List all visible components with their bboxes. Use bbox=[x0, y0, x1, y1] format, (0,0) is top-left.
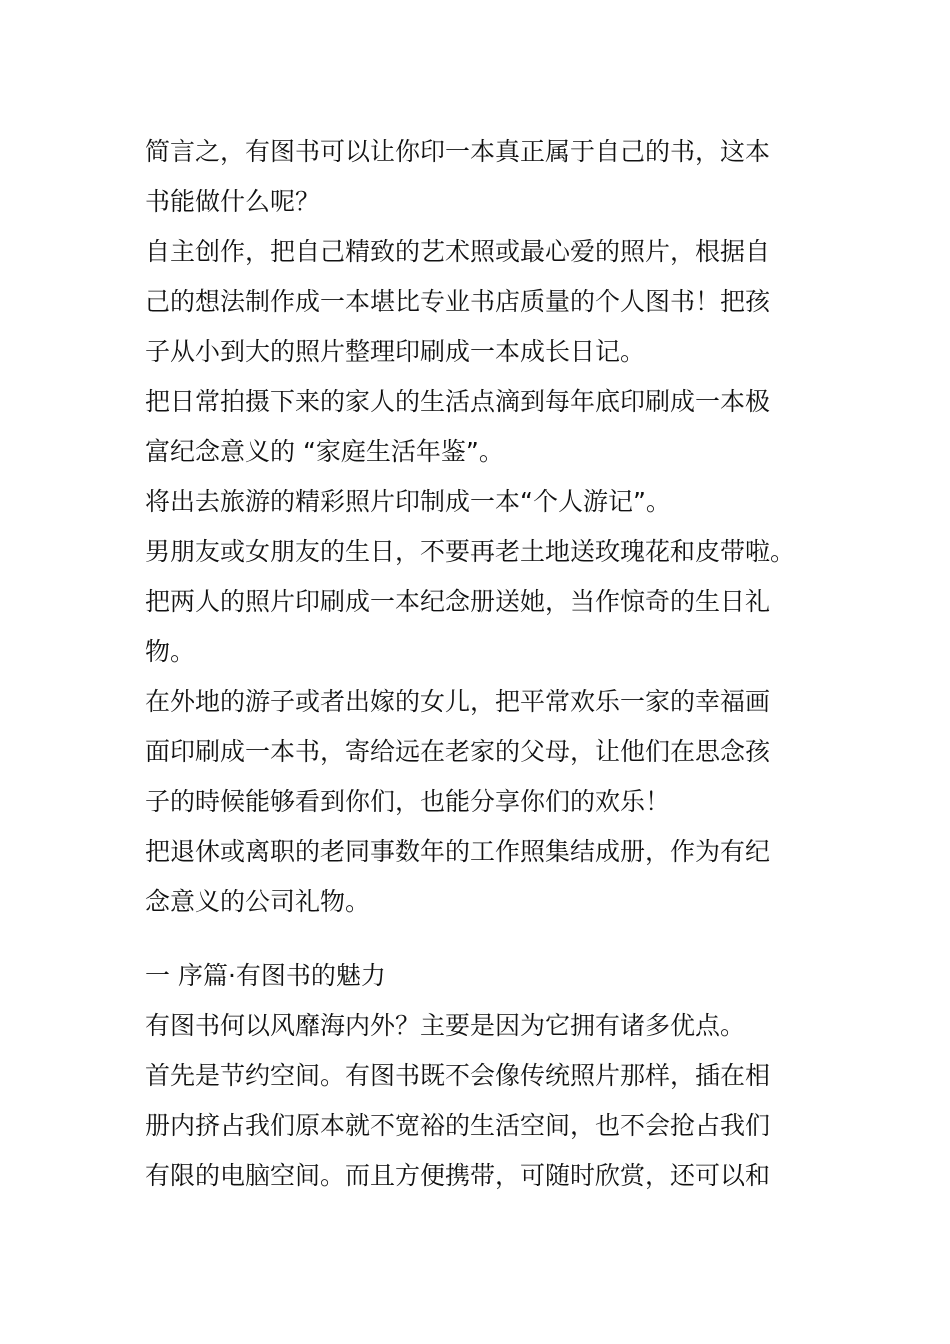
text-line: 物。 bbox=[145, 637, 196, 666]
text-line: 将出去旅游的精彩照片印制成一本“个人游记”。 bbox=[145, 487, 671, 516]
paragraph-popularity bbox=[145, 1001, 805, 1051]
document-body bbox=[145, 127, 805, 1201]
text-line: 念意义的公司礼物。 bbox=[145, 887, 371, 916]
paragraph-travel-journal bbox=[145, 477, 805, 527]
paragraph-colleague-gift bbox=[145, 827, 805, 927]
section-heading: 一 序篇·有图书的魅力 bbox=[145, 961, 386, 990]
text-line: 己的想法制作成一本堪比专业书店质量的个人图书！把孩 bbox=[145, 287, 771, 316]
text-line: 自主创作，把自己精致的艺术照或最心爱的照片，根据自 bbox=[145, 237, 771, 266]
section-spacer bbox=[145, 927, 805, 951]
paragraph-save-space bbox=[145, 1051, 805, 1201]
text-line: 把退休或离职的老同事数年的工作照集结成册，作为有纪 bbox=[145, 837, 771, 866]
text-line: 简言之，有图书可以让你印一本真正属于自己的书，这本 bbox=[145, 137, 771, 166]
text-line: 面印刷成一本书，寄给远在老家的父母，让他们在思念孩 bbox=[145, 737, 771, 766]
text-line: 首先是节约空间。有图书既不会像传统照片那样，插在相 bbox=[145, 1061, 771, 1090]
text-line: 有限的电脑空间。而且方便携带，可随时欣赏，还可以和 bbox=[145, 1161, 771, 1190]
paragraph-birthday-gift bbox=[145, 527, 805, 677]
paragraph-family-yearbook bbox=[145, 377, 805, 477]
text-line: 男朋友或女朋友的生日，不要再老土地送玫瑰花和皮带啦。 bbox=[145, 537, 796, 566]
text-line: 把日常拍摄下来的家人的生活点滴到每年底印刷成一本极 bbox=[145, 387, 771, 416]
text-line: 子从小到大的照片整理印刷成一本成长日记。 bbox=[145, 337, 646, 366]
text-line: 把两人的照片印刷成一本纪念册送她，当作惊奇的生日礼 bbox=[145, 587, 771, 616]
paragraph-self-creation bbox=[145, 227, 805, 377]
text-line: 书能做什么呢？ bbox=[145, 187, 321, 216]
text-line: 在外地的游子或者出嫁的女儿，把平常欢乐一家的幸福画 bbox=[145, 687, 771, 716]
paragraph-family-far-away bbox=[145, 677, 805, 827]
text-line: 富纪念意义的 “家庭生活年鉴”。 bbox=[145, 437, 504, 466]
paragraph-intro bbox=[145, 127, 805, 227]
text-line: 子的時候能够看到你们，也能分享你们的欢乐！ bbox=[145, 787, 671, 816]
text-line: 册内挤占我们原本就不宽裕的生活空间，也不会抢占我们 bbox=[145, 1111, 771, 1140]
text-line: 有图书何以风靡海内外？主要是因为它拥有诸多优点。 bbox=[145, 1011, 746, 1040]
